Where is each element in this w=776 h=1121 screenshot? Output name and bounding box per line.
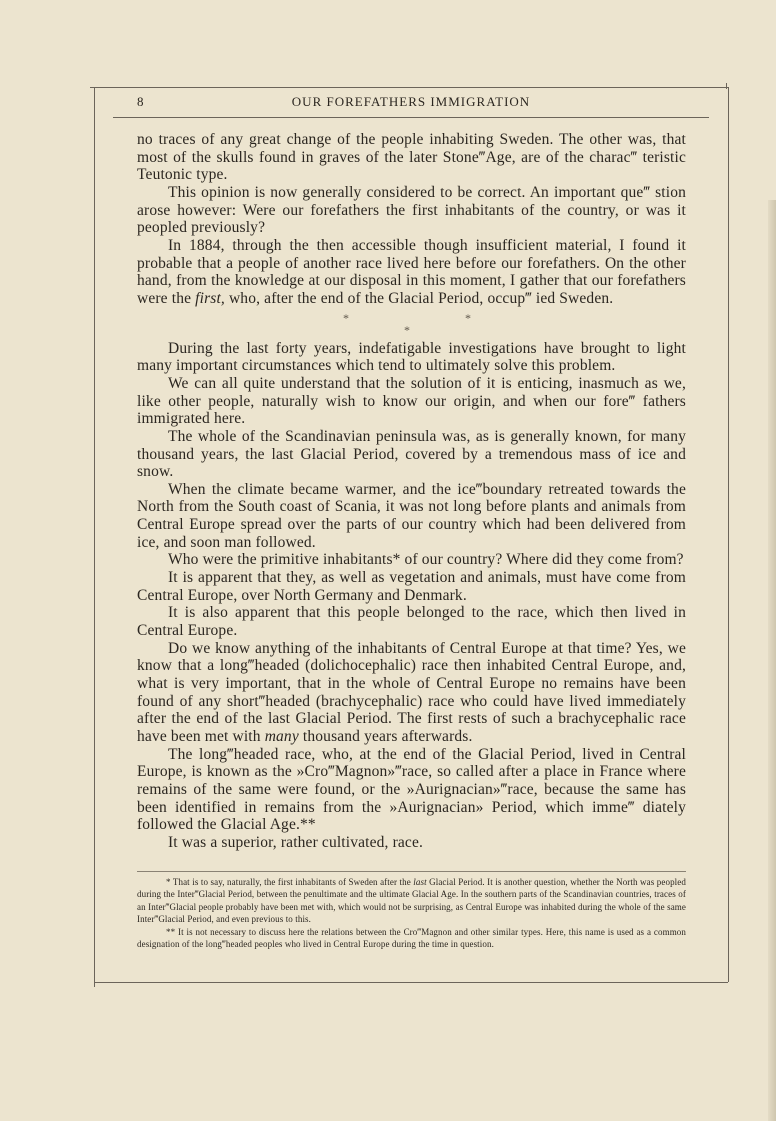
paragraph: It is apparent that they, as well as vegetation and animals, must have come from Central Europe, over North Germany and Denmark. (137, 569, 686, 604)
paragraph: The long‴headed race, who, at the end of the Glacial Period, lived in Central Europe, is known as the »Cro‴Magnon»‴race, so called after a place in France where remains of the same were found, or the »Aurignacian»‴race, because the same has been identified in remains from the »Aurignacian» Period, which imme‴ diately followed the Glacial Age.** (137, 745, 686, 834)
page-spine-shadow (768, 200, 776, 1121)
section-break (137, 308, 686, 340)
emphasis: first, (195, 289, 225, 307)
paragraph (137, 131, 686, 184)
header-rule (113, 117, 709, 118)
text-line: no traces of any great change of the people inhabiting Sweden. The other was, (137, 131, 657, 148)
text-run: Do we know anything of the inhabitants of Central Europe at that time? Yes, we know that a long‴headed (dolichocephalic) race then inhabited Central Europe, and, what is very important, that in the whole of Central Europe no remains have been found of any short‴headed (brachycephalic) race who could have lived immediately after the end of the last Glacial Period. The first rests of such a brachycephalic race have been met with (137, 639, 686, 745)
paragraph: It was a superior, rather cultivated, race. (168, 833, 424, 851)
text-run: * That is to say, naturally, the first inhabitants of Sweden after the (166, 877, 411, 887)
frame-corner-mark (726, 83, 727, 89)
emphasis: last (413, 877, 427, 887)
frame-corner-mark (94, 982, 95, 987)
footnote (137, 876, 686, 926)
frame-top-rule (94, 87, 728, 88)
paragraph (137, 184, 686, 237)
text-run: In 1884, through the then accessible though insufficient material, I found it probable that a people of another race lived here before our forefathers. On the other hand, from the knowledge at our disposal in this moment, I gather that our forefathers were the (137, 236, 686, 307)
paragraph: During the last forty years, indefatigable investigations have brought to light many important circumstances which tend to ultimately solve this problem. (137, 339, 686, 375)
asterism-star: * (343, 310, 350, 325)
text-run: who, after the end of the Glacial Period, occup‴ ied Sweden. (228, 289, 614, 307)
frame-left-rule (94, 87, 95, 982)
asterism-star: * (404, 322, 411, 337)
emphasis: many (264, 728, 299, 745)
body-text (137, 131, 686, 852)
footnotes (137, 876, 686, 950)
text-line: that most of the skulls found in graves of the later Stone‴Age, are of the charac‴ (137, 131, 686, 166)
text-run: thousand years afterwards. (302, 728, 473, 745)
frame-right-rule (728, 87, 729, 982)
page-number: 8 (137, 94, 144, 109)
footnote: ** It is not necessary to discuss here the relations between the Cro‴Magnon and other similar types. Here, this name is used as a common designation of the long‴headed peoples who lived in Central Europe during the time in question. (137, 926, 686, 950)
paragraph: When the climate became warmer, and the ice‴boundary retreated towards the North from the South coast of Scania, it was not long before plants and animals from Central Europe spread over the parts of our country which had been delivered from ice, and soon man followed. (137, 480, 686, 551)
text-line: was it peopled previously? (137, 201, 686, 237)
running-head: OUR FOREFATHERS IMMIGRATION (291, 94, 531, 109)
paragraph: Who were the primitive inhabitants* of our country? Where did they come from? (168, 551, 684, 569)
paragraph: The whole of the Scandinavian peninsula was, as is generally known, for many thousand years, the last Glacial Period, covered by a tremendous mass of ice and snow. (137, 427, 686, 481)
text-line: This opinion is now generally considered to be correct. An important que‴ (168, 183, 651, 201)
paragraph (137, 640, 686, 746)
page-header (113, 92, 709, 114)
text-line: stion arose however: Were our forefathers the first inhabitants of the country, or (137, 183, 686, 219)
paragraph (137, 237, 686, 308)
text-line: teristic Teutonic type. (137, 148, 686, 184)
paragraph: It is also apparent that this people belonged to the race, which then lived in Central Europe. (137, 604, 686, 640)
footnote-rule (137, 871, 686, 872)
text-run: Glacial Period. It is another question, whether the North was peopled during the Inter‴Glacial Period, between the penultimate and the ultimate Glacial Age. In the southern parts of the Scandinavian countries, traces of an Inter‴Glacial people probably have been met with, which would not be surprising, as Central Europe was inhabited during the whole of the same Inter‴Glacial Period, and even previous to this. (137, 877, 686, 925)
asterism-star: * (465, 310, 472, 325)
frame-bottom-rule (94, 982, 728, 983)
frame-corner-mark (90, 87, 96, 88)
paragraph: We can all quite understand that the solution of it is enticing, inasmuch as we, like other people, naturally wish to know our origin, and when our fore‴ fathers immigrated here. (137, 374, 686, 428)
